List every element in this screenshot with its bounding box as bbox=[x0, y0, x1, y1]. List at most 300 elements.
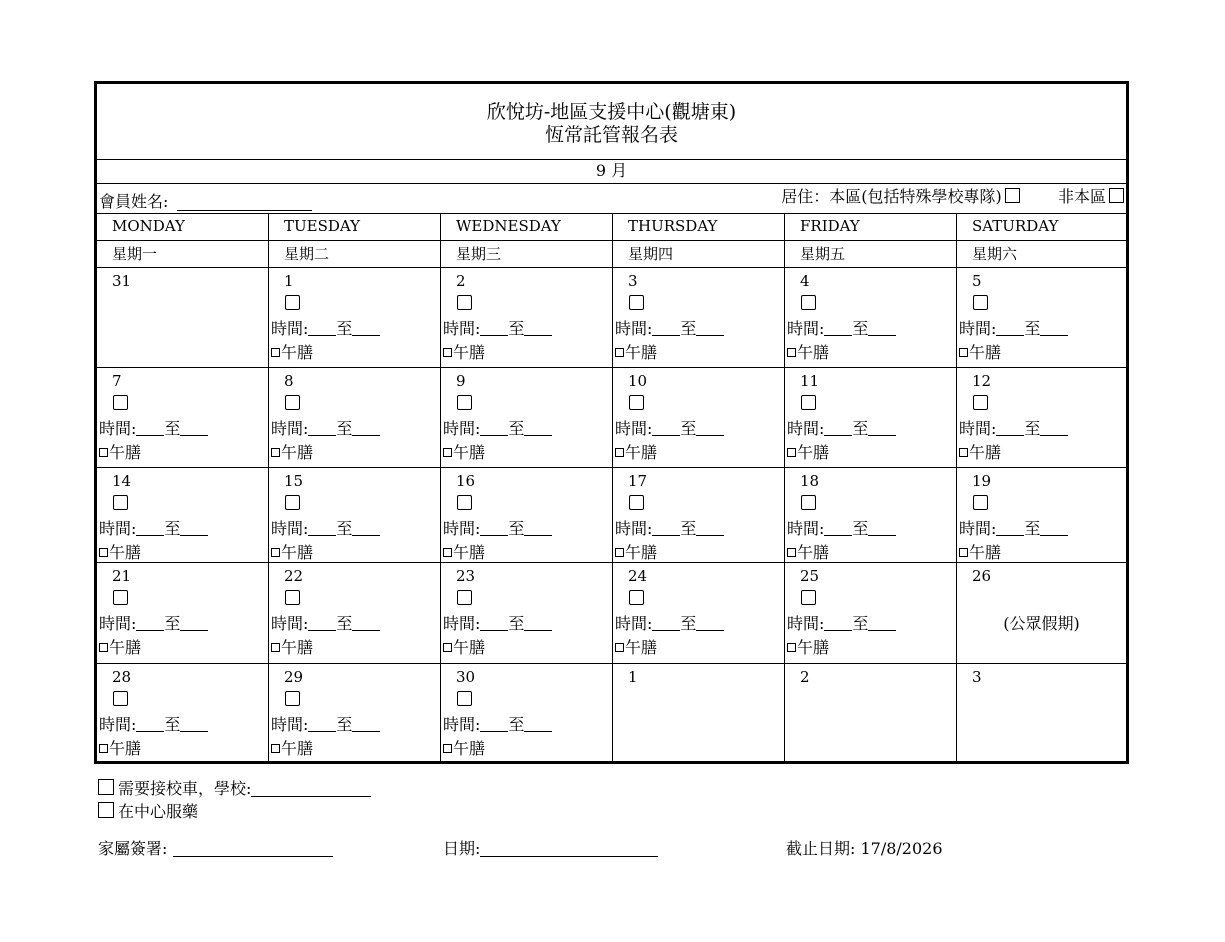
day-cell bbox=[441, 664, 613, 761]
lunch-option bbox=[787, 343, 829, 363]
lunch-option bbox=[615, 638, 657, 658]
lunch-option bbox=[99, 443, 141, 463]
time-start-field[interactable] bbox=[136, 521, 164, 536]
time-start-field[interactable] bbox=[480, 521, 508, 536]
lunch-label: 午膳 bbox=[109, 443, 142, 462]
time-label: 時間: bbox=[959, 519, 997, 538]
time-range bbox=[787, 613, 896, 635]
time-end-field[interactable] bbox=[696, 321, 724, 336]
school-bus-checkbox[interactable] bbox=[98, 779, 114, 795]
time-end-field[interactable] bbox=[180, 616, 208, 631]
day-select-checkbox[interactable] bbox=[113, 691, 128, 706]
day-cell bbox=[97, 268, 269, 368]
lunch-checkbox[interactable] bbox=[443, 548, 452, 557]
lunch-checkbox[interactable] bbox=[787, 548, 796, 557]
time-start-field[interactable] bbox=[996, 521, 1024, 536]
day-number: 26 bbox=[972, 567, 992, 585]
lunch-label: 午膳 bbox=[797, 343, 830, 362]
day-number: 8 bbox=[284, 372, 294, 390]
time-range bbox=[443, 714, 552, 736]
time-end-field[interactable] bbox=[180, 717, 208, 732]
lunch-label: 午膳 bbox=[969, 343, 1002, 362]
day-number: 4 bbox=[800, 272, 810, 290]
day-cell bbox=[957, 268, 1126, 368]
time-range bbox=[959, 518, 1068, 540]
day-number: 11 bbox=[800, 372, 820, 390]
day-number: 25 bbox=[800, 567, 820, 585]
time-to-label: 至 bbox=[852, 419, 869, 438]
time-range bbox=[615, 613, 724, 635]
residence-local-checkbox[interactable] bbox=[1005, 188, 1020, 203]
day-select-checkbox[interactable] bbox=[973, 295, 988, 310]
weekday-header-zh: 星期三 bbox=[456, 245, 502, 263]
time-end-field[interactable] bbox=[352, 421, 380, 436]
time-start-field[interactable] bbox=[136, 421, 164, 436]
time-start-field[interactable] bbox=[824, 616, 852, 631]
day-select-checkbox[interactable] bbox=[285, 691, 300, 706]
lunch-option bbox=[959, 443, 1001, 463]
time-start-field[interactable] bbox=[480, 717, 508, 732]
time-label: 時間: bbox=[271, 419, 309, 438]
lunch-checkbox[interactable] bbox=[787, 348, 796, 357]
time-start-field[interactable] bbox=[996, 321, 1024, 336]
lunch-label: 午膳 bbox=[109, 638, 142, 657]
time-label: 時間: bbox=[99, 715, 137, 734]
time-end-field[interactable] bbox=[524, 421, 552, 436]
lunch-option bbox=[443, 443, 485, 463]
time-label: 時間: bbox=[271, 519, 309, 538]
time-label: 時間: bbox=[787, 419, 825, 438]
time-to-label: 至 bbox=[336, 614, 353, 633]
day-cell bbox=[957, 468, 1126, 563]
time-to-label: 至 bbox=[508, 519, 525, 538]
time-range bbox=[99, 714, 208, 736]
time-range bbox=[787, 518, 896, 540]
time-start-field[interactable] bbox=[308, 321, 336, 336]
lunch-option bbox=[443, 739, 485, 759]
time-label: 時間: bbox=[271, 319, 309, 338]
day-cell bbox=[785, 563, 957, 664]
time-start-field[interactable] bbox=[480, 321, 508, 336]
time-end-field[interactable] bbox=[696, 521, 724, 536]
school-bus-label: 需要接校車，學校: bbox=[118, 779, 252, 798]
lunch-option bbox=[787, 543, 829, 563]
time-start-field[interactable] bbox=[824, 321, 852, 336]
lunch-label: 午膳 bbox=[797, 638, 830, 657]
lunch-label: 午膳 bbox=[797, 443, 830, 462]
lunch-checkbox[interactable] bbox=[959, 448, 968, 457]
day-cell bbox=[613, 563, 785, 664]
day-number: 15 bbox=[284, 472, 304, 490]
lunch-option bbox=[615, 343, 657, 363]
lunch-label: 午膳 bbox=[281, 543, 314, 562]
day-select-checkbox[interactable] bbox=[285, 590, 300, 605]
day-cell bbox=[269, 268, 441, 368]
lunch-label: 午膳 bbox=[453, 343, 486, 362]
day-cell bbox=[441, 563, 613, 664]
time-start-field[interactable] bbox=[824, 521, 852, 536]
time-start-field[interactable] bbox=[480, 421, 508, 436]
day-select-checkbox[interactable] bbox=[801, 295, 816, 310]
weekday-header-zh: 星期一 bbox=[112, 245, 158, 263]
day-number: 14 bbox=[112, 472, 132, 490]
lunch-checkbox[interactable] bbox=[271, 348, 280, 357]
time-start-field[interactable] bbox=[308, 421, 336, 436]
day-cell bbox=[613, 664, 785, 761]
lunch-checkbox[interactable] bbox=[615, 643, 624, 652]
parent-signature-label: 家屬簽署: bbox=[98, 839, 168, 858]
lunch-checkbox[interactable] bbox=[99, 548, 108, 557]
time-range bbox=[271, 613, 380, 635]
day-select-checkbox[interactable] bbox=[457, 495, 472, 510]
lunch-option bbox=[615, 543, 657, 563]
lunch-checkbox[interactable] bbox=[615, 348, 624, 357]
time-range bbox=[271, 318, 380, 340]
day-cell bbox=[441, 368, 613, 468]
time-range bbox=[959, 318, 1068, 340]
day-select-checkbox[interactable] bbox=[113, 495, 128, 510]
day-cell bbox=[269, 368, 441, 468]
time-start-field[interactable] bbox=[308, 521, 336, 536]
member-row bbox=[97, 184, 1126, 214]
day-number: 21 bbox=[112, 567, 132, 585]
day-number: 5 bbox=[972, 272, 982, 290]
time-range bbox=[443, 613, 552, 635]
time-end-field[interactable] bbox=[180, 421, 208, 436]
time-end-field[interactable] bbox=[696, 616, 724, 631]
day-number: 3 bbox=[972, 668, 982, 686]
lunch-checkbox[interactable] bbox=[443, 744, 452, 753]
time-start-field[interactable] bbox=[652, 521, 680, 536]
time-label: 時間: bbox=[787, 519, 825, 538]
time-range bbox=[959, 418, 1068, 440]
time-label: 時間: bbox=[443, 519, 481, 538]
weekday-header-en: SATURDAY bbox=[972, 217, 1059, 235]
day-number: 30 bbox=[456, 668, 476, 686]
deadline-text: 截止日期: 17/8/2026 bbox=[786, 839, 943, 858]
day-cell bbox=[97, 368, 269, 468]
lunch-checkbox[interactable] bbox=[443, 643, 452, 652]
time-label: 時間: bbox=[99, 419, 137, 438]
day-cell bbox=[97, 563, 269, 664]
time-label: 時間: bbox=[615, 319, 653, 338]
weekday-header-zh: 星期六 bbox=[972, 245, 1018, 263]
day-select-checkbox[interactable] bbox=[285, 395, 300, 410]
lunch-option bbox=[271, 543, 313, 563]
day-number: 2 bbox=[800, 668, 810, 686]
time-to-label: 至 bbox=[680, 319, 697, 338]
time-start-field[interactable] bbox=[308, 616, 336, 631]
day-cell bbox=[269, 563, 441, 664]
lunch-label: 午膳 bbox=[969, 543, 1002, 562]
day-select-checkbox[interactable] bbox=[457, 295, 472, 310]
day-cell bbox=[97, 468, 269, 563]
time-label: 時間: bbox=[615, 614, 653, 633]
day-select-checkbox[interactable] bbox=[801, 495, 816, 510]
time-range bbox=[787, 318, 896, 340]
day-cell bbox=[613, 268, 785, 368]
day-select-checkbox[interactable] bbox=[113, 590, 128, 605]
time-label: 時間: bbox=[615, 519, 653, 538]
time-start-field[interactable] bbox=[652, 421, 680, 436]
time-to-label: 至 bbox=[508, 419, 525, 438]
weekday-header-en: WEDNESDAY bbox=[456, 217, 561, 235]
time-end-field[interactable] bbox=[524, 321, 552, 336]
time-label: 時間: bbox=[443, 319, 481, 338]
time-to-label: 至 bbox=[336, 715, 353, 734]
day-select-checkbox[interactable] bbox=[457, 590, 472, 605]
time-range bbox=[615, 318, 724, 340]
day-cell bbox=[269, 468, 441, 563]
time-label: 時間: bbox=[787, 319, 825, 338]
weekday-header-en: MONDAY bbox=[112, 217, 185, 235]
day-cell bbox=[269, 664, 441, 761]
time-label: 時間: bbox=[443, 614, 481, 633]
day-select-checkbox[interactable] bbox=[629, 395, 644, 410]
lunch-label: 午膳 bbox=[109, 739, 142, 758]
lunch-option bbox=[271, 739, 313, 759]
lunch-checkbox[interactable] bbox=[99, 744, 108, 753]
time-end-field[interactable] bbox=[352, 321, 380, 336]
time-range bbox=[615, 418, 724, 440]
lunch-option bbox=[99, 543, 141, 563]
day-number: 17 bbox=[628, 472, 648, 490]
time-end-field[interactable] bbox=[868, 421, 896, 436]
lunch-option bbox=[787, 443, 829, 463]
time-to-label: 至 bbox=[336, 419, 353, 438]
time-end-field[interactable] bbox=[696, 421, 724, 436]
day-select-checkbox[interactable] bbox=[801, 590, 816, 605]
time-range bbox=[443, 318, 552, 340]
time-to-label: 至 bbox=[1024, 319, 1041, 338]
parent-signature bbox=[98, 838, 333, 860]
day-number: 18 bbox=[800, 472, 820, 490]
time-to-label: 至 bbox=[508, 614, 525, 633]
weekday-header-zh: 星期二 bbox=[284, 245, 330, 263]
time-start-field[interactable] bbox=[996, 421, 1024, 436]
residence-nonlocal-checkbox[interactable] bbox=[1109, 188, 1124, 203]
time-end-field[interactable] bbox=[1040, 521, 1068, 536]
form-name: 恆常託管報名表 bbox=[544, 124, 678, 146]
time-to-label: 至 bbox=[336, 319, 353, 338]
residence-options bbox=[781, 186, 1124, 208]
weekday-header-en: THURSDAY bbox=[628, 217, 718, 235]
lunch-checkbox[interactable] bbox=[787, 643, 796, 652]
day-select-checkbox[interactable] bbox=[457, 691, 472, 706]
time-range bbox=[99, 518, 208, 540]
lunch-option bbox=[443, 343, 485, 363]
lunch-label: 午膳 bbox=[625, 638, 658, 657]
day-select-checkbox[interactable] bbox=[801, 395, 816, 410]
day-number: 31 bbox=[112, 272, 132, 290]
time-range bbox=[271, 518, 380, 540]
time-end-field[interactable] bbox=[524, 616, 552, 631]
date-field[interactable] bbox=[480, 840, 658, 857]
lunch-checkbox[interactable] bbox=[99, 448, 108, 457]
time-to-label: 至 bbox=[852, 614, 869, 633]
lunch-checkbox[interactable] bbox=[615, 448, 624, 457]
day-cell bbox=[97, 664, 269, 761]
member-name-label: 會員姓名: bbox=[99, 192, 169, 211]
lunch-checkbox[interactable] bbox=[443, 348, 452, 357]
day-cell bbox=[441, 268, 613, 368]
medication-label: 在中心服藥 bbox=[118, 802, 199, 821]
day-number: 28 bbox=[112, 668, 132, 686]
residence-local-label: 居住：本區(包括特殊學校專隊) bbox=[781, 187, 1002, 206]
time-start-field[interactable] bbox=[652, 616, 680, 631]
time-to-label: 至 bbox=[680, 519, 697, 538]
time-to-label: 至 bbox=[1024, 419, 1041, 438]
time-to-label: 至 bbox=[508, 319, 525, 338]
time-range bbox=[615, 518, 724, 540]
time-to-label: 至 bbox=[852, 319, 869, 338]
time-range bbox=[443, 518, 552, 540]
date-field-group bbox=[443, 838, 658, 860]
lunch-checkbox[interactable] bbox=[787, 448, 796, 457]
lunch-option bbox=[99, 638, 141, 658]
lunch-checkbox[interactable] bbox=[271, 548, 280, 557]
lunch-option bbox=[959, 543, 1001, 563]
medication-checkbox[interactable] bbox=[98, 802, 114, 818]
day-number: 16 bbox=[456, 472, 476, 490]
time-end-field[interactable] bbox=[352, 616, 380, 631]
day-select-checkbox[interactable] bbox=[457, 395, 472, 410]
lunch-label: 午膳 bbox=[969, 443, 1002, 462]
day-cell bbox=[441, 468, 613, 563]
school-bus-option bbox=[98, 778, 371, 800]
day-cell bbox=[957, 664, 1126, 761]
holiday-note: (公眾假期) bbox=[1003, 614, 1080, 633]
lunch-label: 午膳 bbox=[281, 343, 314, 362]
day-number: 2 bbox=[456, 272, 466, 290]
parent-signature-field[interactable] bbox=[173, 840, 333, 857]
time-to-label: 至 bbox=[852, 519, 869, 538]
time-start-field[interactable] bbox=[480, 616, 508, 631]
day-number: 10 bbox=[628, 372, 648, 390]
day-select-checkbox[interactable] bbox=[973, 495, 988, 510]
day-select-checkbox[interactable] bbox=[973, 395, 988, 410]
time-to-label: 至 bbox=[680, 614, 697, 633]
day-select-checkbox[interactable] bbox=[113, 395, 128, 410]
lunch-label: 午膳 bbox=[109, 543, 142, 562]
day-select-checkbox[interactable] bbox=[285, 295, 300, 310]
center-name: 欣悅坊-地區支援中心(觀塘東) bbox=[486, 101, 737, 123]
time-end-field[interactable] bbox=[352, 717, 380, 732]
lunch-checkbox[interactable] bbox=[271, 643, 280, 652]
medication-option bbox=[98, 801, 198, 823]
time-start-field[interactable] bbox=[652, 321, 680, 336]
time-label: 時間: bbox=[443, 715, 481, 734]
lunch-checkbox[interactable] bbox=[99, 643, 108, 652]
day-number: 1 bbox=[628, 668, 638, 686]
time-end-field[interactable] bbox=[868, 616, 896, 631]
lunch-option bbox=[271, 343, 313, 363]
time-start-field[interactable] bbox=[136, 616, 164, 631]
day-select-checkbox[interactable] bbox=[629, 590, 644, 605]
time-range bbox=[99, 418, 208, 440]
time-end-field[interactable] bbox=[1040, 421, 1068, 436]
lunch-checkbox[interactable] bbox=[959, 348, 968, 357]
lunch-label: 午膳 bbox=[453, 443, 486, 462]
time-end-field[interactable] bbox=[180, 521, 208, 536]
time-range bbox=[99, 613, 208, 635]
weekday-header-en: TUESDAY bbox=[284, 217, 361, 235]
time-to-label: 至 bbox=[1024, 519, 1041, 538]
time-to-label: 至 bbox=[508, 715, 525, 734]
day-select-checkbox[interactable] bbox=[285, 495, 300, 510]
member-name-field[interactable] bbox=[177, 210, 312, 211]
lunch-label: 午膳 bbox=[281, 443, 314, 462]
day-number: 12 bbox=[972, 372, 992, 390]
day-number: 1 bbox=[284, 272, 294, 290]
form-title bbox=[97, 84, 1126, 160]
date-label: 日期: bbox=[443, 839, 481, 858]
day-cell bbox=[613, 468, 785, 563]
time-start-field[interactable] bbox=[136, 717, 164, 732]
lunch-checkbox[interactable] bbox=[959, 548, 968, 557]
time-range bbox=[271, 714, 380, 736]
time-label: 時間: bbox=[99, 614, 137, 633]
weekday-header-en: FRIDAY bbox=[800, 217, 860, 235]
time-end-field[interactable] bbox=[352, 521, 380, 536]
lunch-checkbox[interactable] bbox=[271, 744, 280, 753]
day-number: 22 bbox=[284, 567, 304, 585]
time-to-label: 至 bbox=[164, 419, 181, 438]
day-cell bbox=[957, 563, 1126, 664]
time-end-field[interactable] bbox=[524, 521, 552, 536]
day-cell bbox=[785, 268, 957, 368]
lunch-label: 午膳 bbox=[797, 543, 830, 562]
time-end-field[interactable] bbox=[1040, 321, 1068, 336]
time-end-field[interactable] bbox=[524, 717, 552, 732]
time-label: 時間: bbox=[959, 419, 997, 438]
lunch-checkbox[interactable] bbox=[271, 448, 280, 457]
lunch-checkbox[interactable] bbox=[443, 448, 452, 457]
time-to-label: 至 bbox=[336, 519, 353, 538]
time-end-field[interactable] bbox=[868, 521, 896, 536]
time-end-field[interactable] bbox=[868, 321, 896, 336]
lunch-option bbox=[271, 443, 313, 463]
day-number: 29 bbox=[284, 668, 304, 686]
residence-nonlocal-label: 非本區 bbox=[1057, 187, 1106, 206]
registration-form bbox=[94, 81, 1129, 764]
day-cell bbox=[613, 368, 785, 468]
lunch-option bbox=[99, 739, 141, 759]
day-select-checkbox[interactable] bbox=[629, 495, 644, 510]
day-number: 9 bbox=[456, 372, 466, 390]
time-start-field[interactable] bbox=[308, 717, 336, 732]
day-number: 3 bbox=[628, 272, 638, 290]
time-label: 時間: bbox=[787, 614, 825, 633]
lunch-option bbox=[443, 543, 485, 563]
time-to-label: 至 bbox=[164, 715, 181, 734]
lunch-label: 午膳 bbox=[281, 638, 314, 657]
time-start-field[interactable] bbox=[824, 421, 852, 436]
lunch-label: 午膳 bbox=[625, 343, 658, 362]
day-cell bbox=[785, 468, 957, 563]
time-to-label: 至 bbox=[680, 419, 697, 438]
lunch-label: 午膳 bbox=[625, 543, 658, 562]
day-number: 7 bbox=[112, 372, 122, 390]
time-label: 時間: bbox=[271, 715, 309, 734]
month-label: 9 月 bbox=[97, 159, 1126, 184]
day-select-checkbox[interactable] bbox=[629, 295, 644, 310]
day-number: 23 bbox=[456, 567, 476, 585]
lunch-label: 午膳 bbox=[453, 638, 486, 657]
lunch-checkbox[interactable] bbox=[615, 548, 624, 557]
school-name-field[interactable] bbox=[251, 780, 371, 797]
lunch-option bbox=[443, 638, 485, 658]
